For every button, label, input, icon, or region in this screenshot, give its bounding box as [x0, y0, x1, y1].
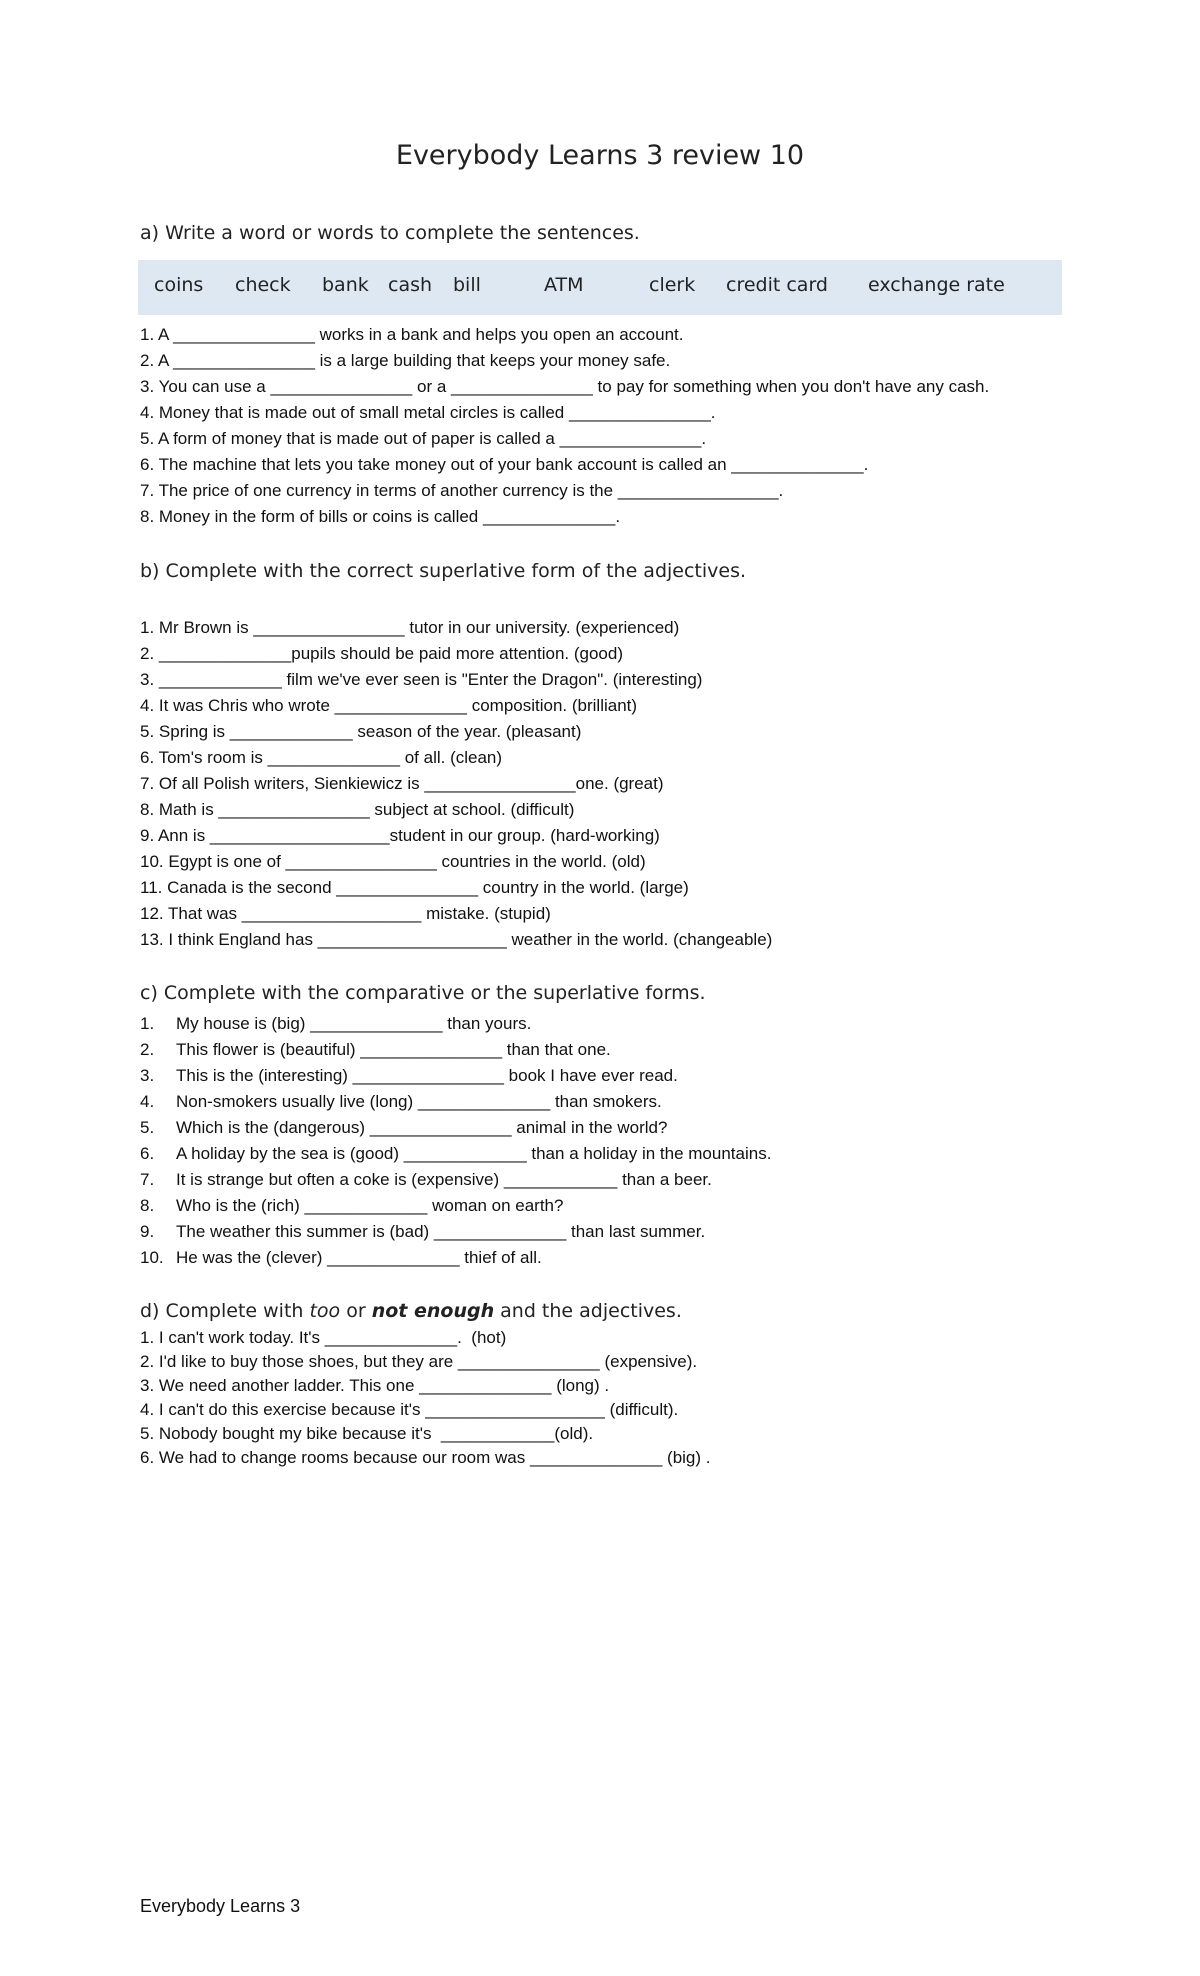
heading-or: or [340, 1300, 372, 1322]
heading-prefix: d) Complete with [140, 1300, 310, 1322]
word-bank-item: bill [453, 274, 481, 296]
item-text: The weather this summer is (bad) ______________ than last summer. [176, 1222, 706, 1241]
word-bank-item: coins [154, 274, 204, 296]
exercise-line: 2. A _______________ is a large building that keeps your money safe. [140, 351, 671, 370]
exercise-line: 9. Ann is ___________________student in our group. (hard-working) [140, 826, 660, 845]
item-number: 5. [140, 1118, 155, 1137]
exercise-line: 6. The machine that lets you take money out of your bank account is called an ______________. [140, 455, 869, 474]
exercise-line: 7. The price of one currency in terms of another currency is the _________________. [140, 481, 784, 500]
exercise-line: 1. I can't work today. It's ______________. (hot) [140, 1328, 507, 1347]
exercise-line: 6. We had to change rooms because our room was ______________ (big) . [140, 1448, 711, 1467]
list-item [140, 1066, 678, 1086]
exercise-line: 2. I'd like to buy those shoes, but they are _______________ (expensive). [140, 1352, 698, 1371]
exercise-line: 3. You can use a _______________ or a _______________ to pay for something when you don't have any cash. [140, 377, 990, 396]
section-a-heading: a) Write a word or words to complete the sentences. [140, 222, 640, 244]
item-number: 7. [140, 1170, 155, 1189]
section-d-heading [140, 1300, 682, 1322]
word-bank-item: exchange rate [868, 274, 1005, 296]
heading-not-enough: not enough [371, 1300, 495, 1322]
word-bank [138, 260, 1062, 315]
exercise-line: 5. A form of money that is made out of paper is called a _______________. [140, 429, 707, 448]
page-footer: Everybody Learns 3 [140, 1896, 301, 1916]
list-item [140, 1118, 667, 1138]
exercise-line: 4. I can't do this exercise because it's ___________________ (difficult). [140, 1400, 679, 1419]
item-text: My house is (big) ______________ than yours. [176, 1014, 532, 1033]
exercise-line: 1. Mr Brown is ________________ tutor in our university. (experienced) [140, 618, 680, 637]
exercise-line: 10. Egypt is one of ________________ countries in the world. (old) [140, 852, 646, 871]
word-bank-item: cash [388, 274, 433, 296]
heading-too: too [309, 1300, 341, 1322]
item-text: Which is the (dangerous) _______________ animal in the world? [176, 1118, 668, 1137]
exercise-line: 6. Tom's room is ______________ of all. (clean) [140, 748, 503, 767]
list-item [140, 1040, 611, 1060]
exercise-line: 3. _____________ film we've ever seen is "Enter the Dragon". (interesting) [140, 670, 703, 689]
list-item [140, 1144, 771, 1164]
exercise-line: 5. Nobody bought my bike because it's ____________(old). [140, 1424, 594, 1443]
section-c-heading: c) Complete with the comparative or the superlative forms. [140, 982, 706, 1004]
item-number: 3. [140, 1066, 155, 1085]
word-bank-item: check [235, 274, 291, 296]
list-item [140, 1222, 705, 1242]
exercise-line: 1. A _______________ works in a bank and helps you open an account. [140, 325, 684, 344]
exercise-line: 11. Canada is the second _______________ country in the world. (large) [140, 878, 689, 897]
section-b-heading: b) Complete with the correct superlative form of the adjectives. [140, 560, 747, 582]
exercise-line: 7. Of all Polish writers, Sienkiewicz is ________________one. (great) [140, 774, 664, 793]
exercise-line: 2. ______________pupils should be paid more attention. (good) [140, 644, 623, 663]
list-item [140, 1092, 662, 1112]
list-item [140, 1014, 531, 1034]
word-bank-item: credit card [726, 274, 828, 296]
exercise-line: 12. That was ___________________ mistake. (stupid) [140, 904, 551, 923]
item-text: He was the (clever) ______________ thief of all. [176, 1248, 542, 1267]
exercise-line: 13. I think England has ____________________ weather in the world. (changeable) [140, 930, 773, 949]
item-number: 2. [140, 1040, 155, 1059]
list-item [140, 1248, 542, 1268]
exercise-line: 8. Math is ________________ subject at school. (difficult) [140, 800, 575, 819]
word-bank-item: ATM [544, 274, 584, 296]
exercise-line: 8. Money in the form of bills or coins is called ______________. [140, 507, 621, 526]
exercise-line: 5. Spring is _____________ season of the year. (pleasant) [140, 722, 582, 741]
exercise-line: 3. We need another ladder. This one ______________ (long) . [140, 1376, 610, 1395]
item-text: This flower is (beautiful) _______________ than that one. [176, 1040, 611, 1059]
item-number: 9. [140, 1222, 155, 1241]
page-title: Everybody Learns 3 review 10 [395, 140, 805, 171]
word-bank-item: bank [322, 274, 369, 296]
item-text: A holiday by the sea is (good) _____________ than a holiday in the mountains. [176, 1144, 772, 1163]
list-item [140, 1170, 712, 1190]
item-text: It is strange but often a coke is (expensive) ____________ than a beer. [176, 1170, 712, 1189]
list-item [140, 1196, 563, 1216]
item-text: Non-smokers usually live (long) ______________ than smokers. [176, 1092, 662, 1111]
item-number: 10. [140, 1248, 164, 1267]
exercise-line: 4. Money that is made out of small metal circles is called _______________. [140, 403, 716, 422]
item-number: 1. [140, 1014, 155, 1033]
item-number: 4. [140, 1092, 155, 1111]
heading-suffix: and the adjectives. [494, 1300, 682, 1322]
word-bank-item: clerk [649, 274, 696, 296]
item-number: 6. [140, 1144, 155, 1163]
item-text: Who is the (rich) _____________ woman on earth? [176, 1196, 564, 1215]
exercise-line: 4. It was Chris who wrote ______________ composition. (brilliant) [140, 696, 638, 715]
item-number: 8. [140, 1196, 155, 1215]
item-text: This is the (interesting) ________________ book I have ever read. [176, 1066, 678, 1085]
